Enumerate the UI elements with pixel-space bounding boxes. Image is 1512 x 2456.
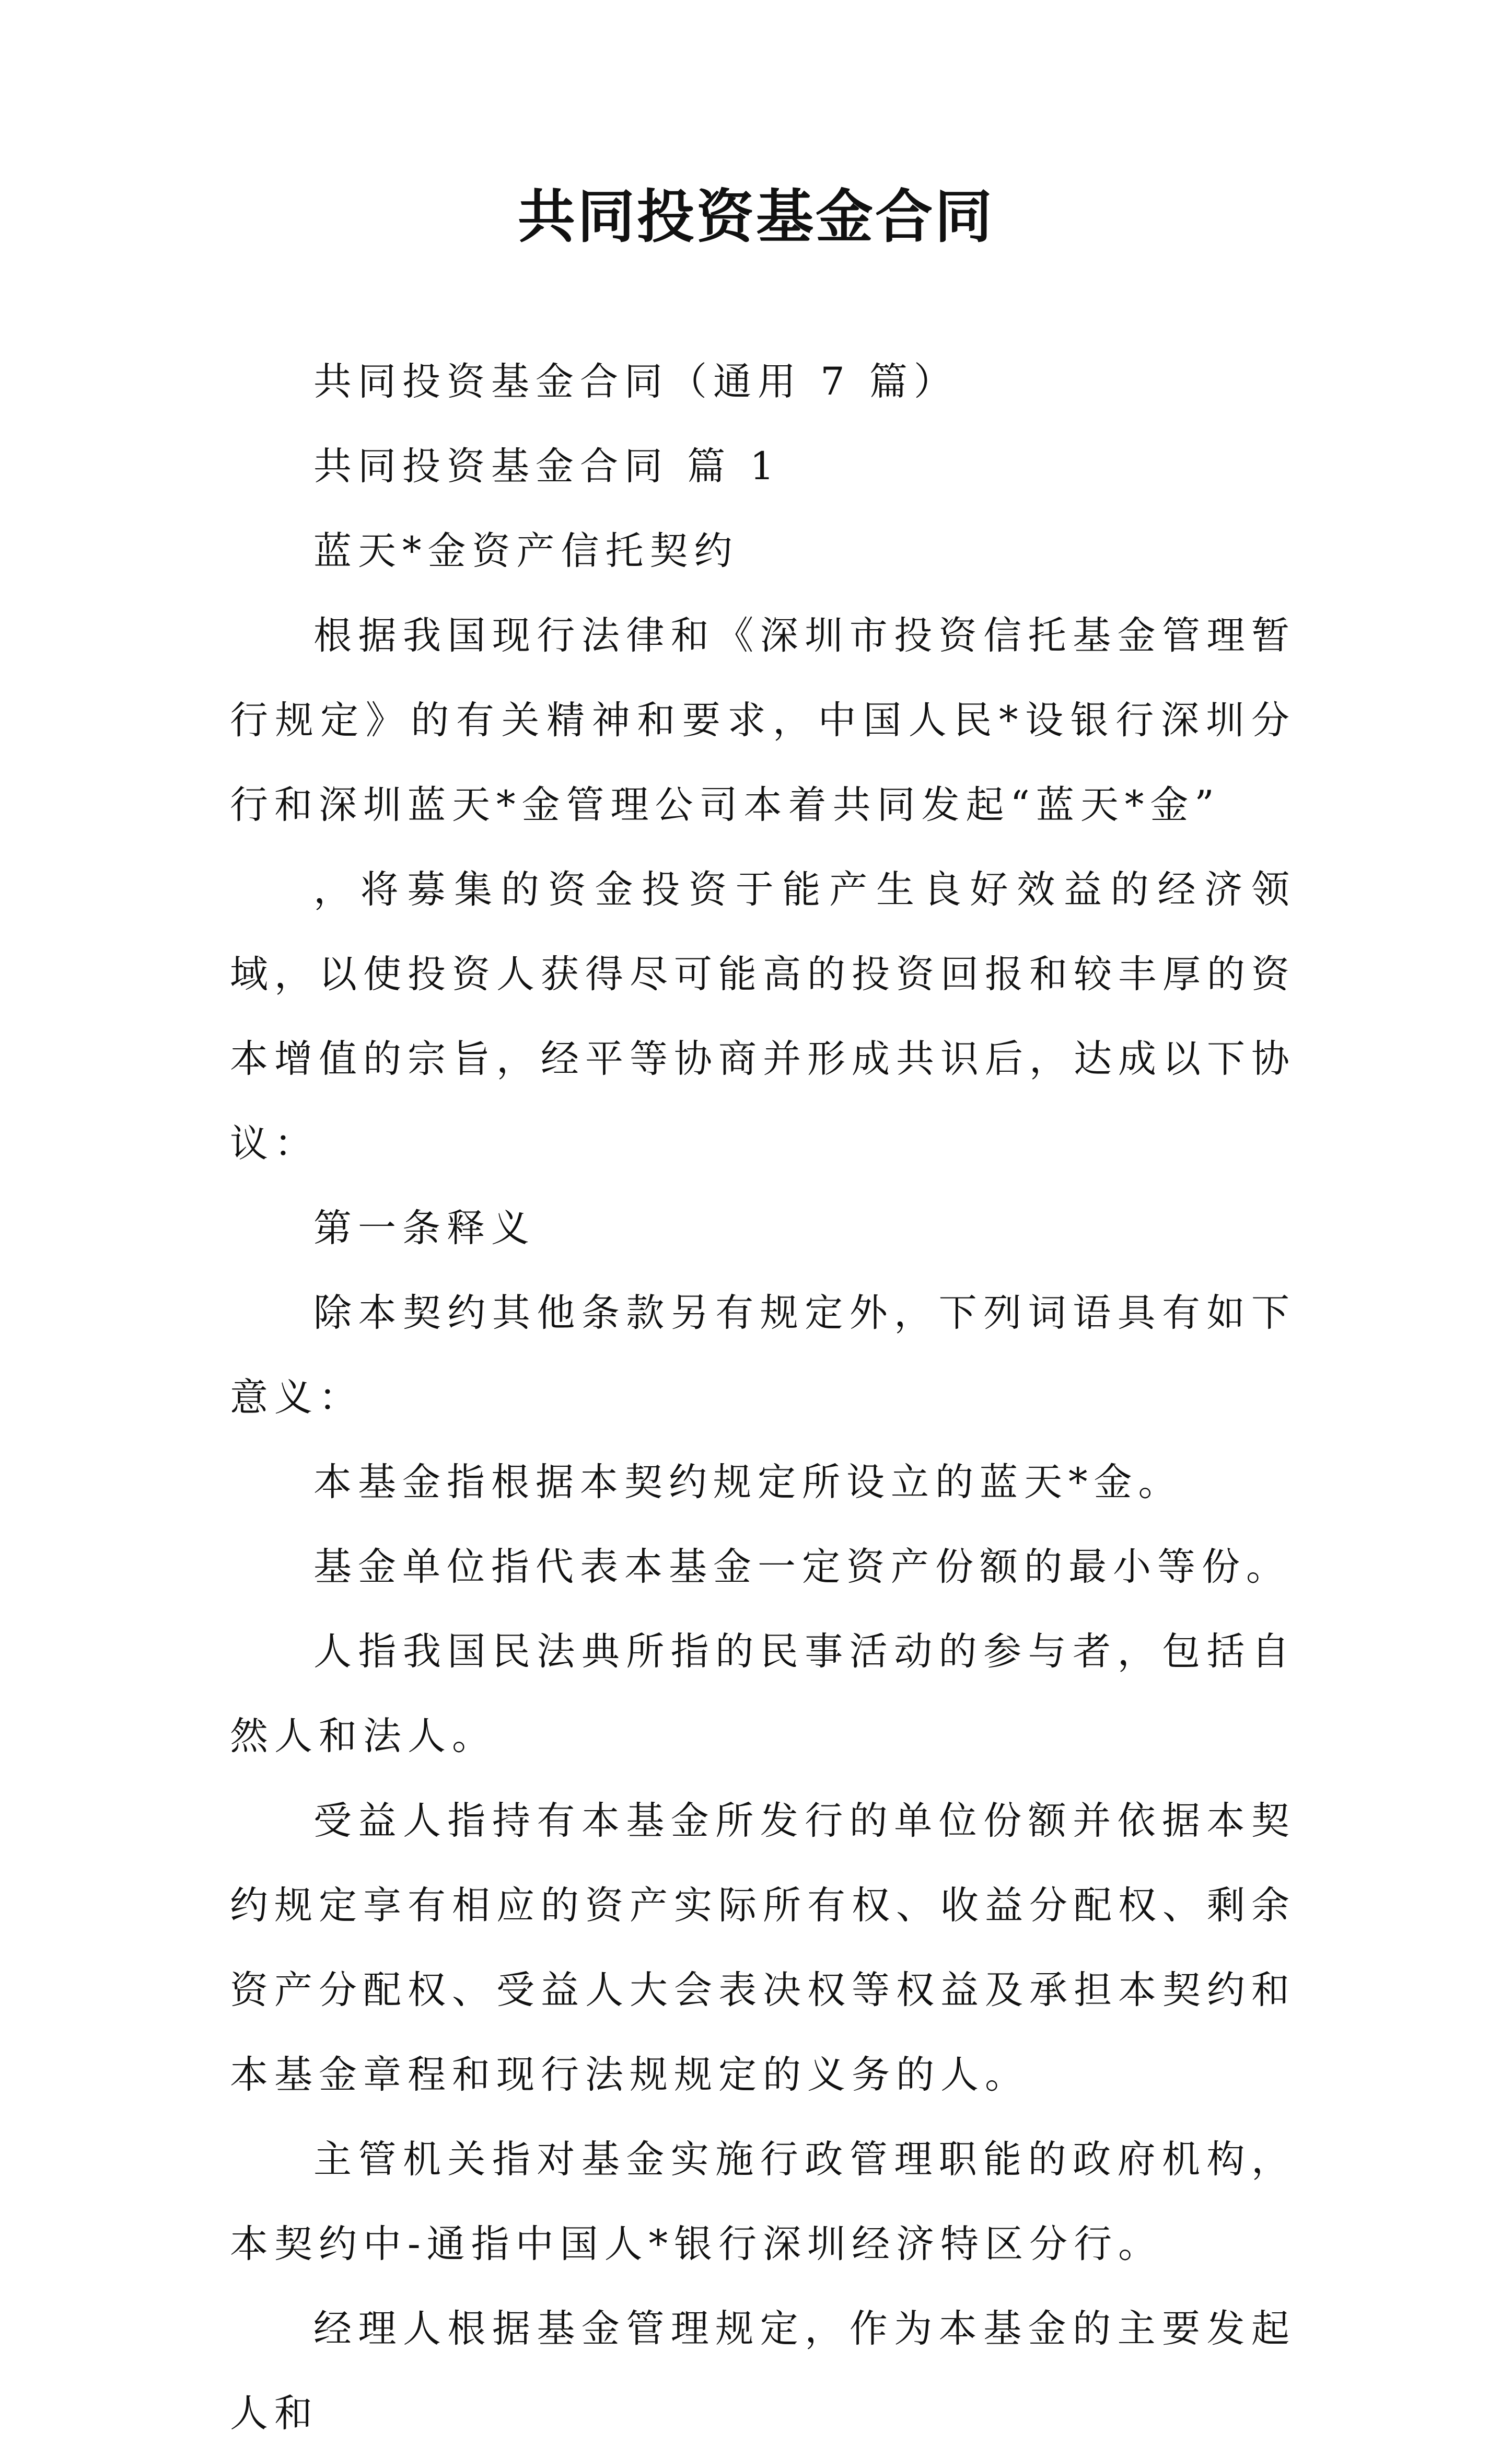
paragraph: 第一条释义 (313, 1206, 536, 1250)
paragraph: 基金单位指代表本基金一定资产份额的最小等份。 (313, 1545, 1290, 1589)
paragraph: 除本契约其他条款另有规定外，下列词语具有如下意义： (230, 1291, 1296, 1420)
paragraph: 根据我国现行法律和《深圳市投资信托基金管理暂行规定》的有关精神和要求，中国人民*设银行深圳分行和深圳蓝天*金管理公司本着共同发起“蓝天*金” (230, 613, 1296, 827)
paragraph: 共同投资基金合同 篇 1 (313, 444, 781, 489)
paragraph: 人指我国民法典所指的民事活动的参与者，包括自然人和法人。 (230, 1629, 1296, 1758)
document-title: 共同投资基金合同 (518, 183, 994, 250)
paragraph: 主管机关指对基金实施行政管理职能的政府机构，本契约中-通指中国人*银行深圳经济特区分行。 (230, 2137, 1296, 2266)
paragraph: 蓝天*金资产信托契约 (313, 529, 739, 573)
paragraph: 受益人指持有本基金所发行的单位份额并依据本契约规定享有相应的资产实际所有权、收益分配权、剩余资产分配权、受益人大会表决权等权益及承担本契约和本基金章程和现行法规规定的义务的人。 (230, 1799, 1296, 2097)
paragraph: 本基金指根据本契约规定所设立的蓝天*金。 (313, 1460, 1183, 1504)
paragraph: 经理人根据基金管理规定，作为本基金的主要发起人和 (230, 2307, 1296, 2436)
paragraph: ，将募集的资金投资于能产生良好效益的经济领域，以使投资人获得尽可能高的投资回报和较丰厚的资本增值的宗旨，经平等协商并形成共识后，达成以下协议： (230, 867, 1296, 1166)
paragraph: 共同投资基金合同（通用 7 篇） (313, 360, 958, 404)
